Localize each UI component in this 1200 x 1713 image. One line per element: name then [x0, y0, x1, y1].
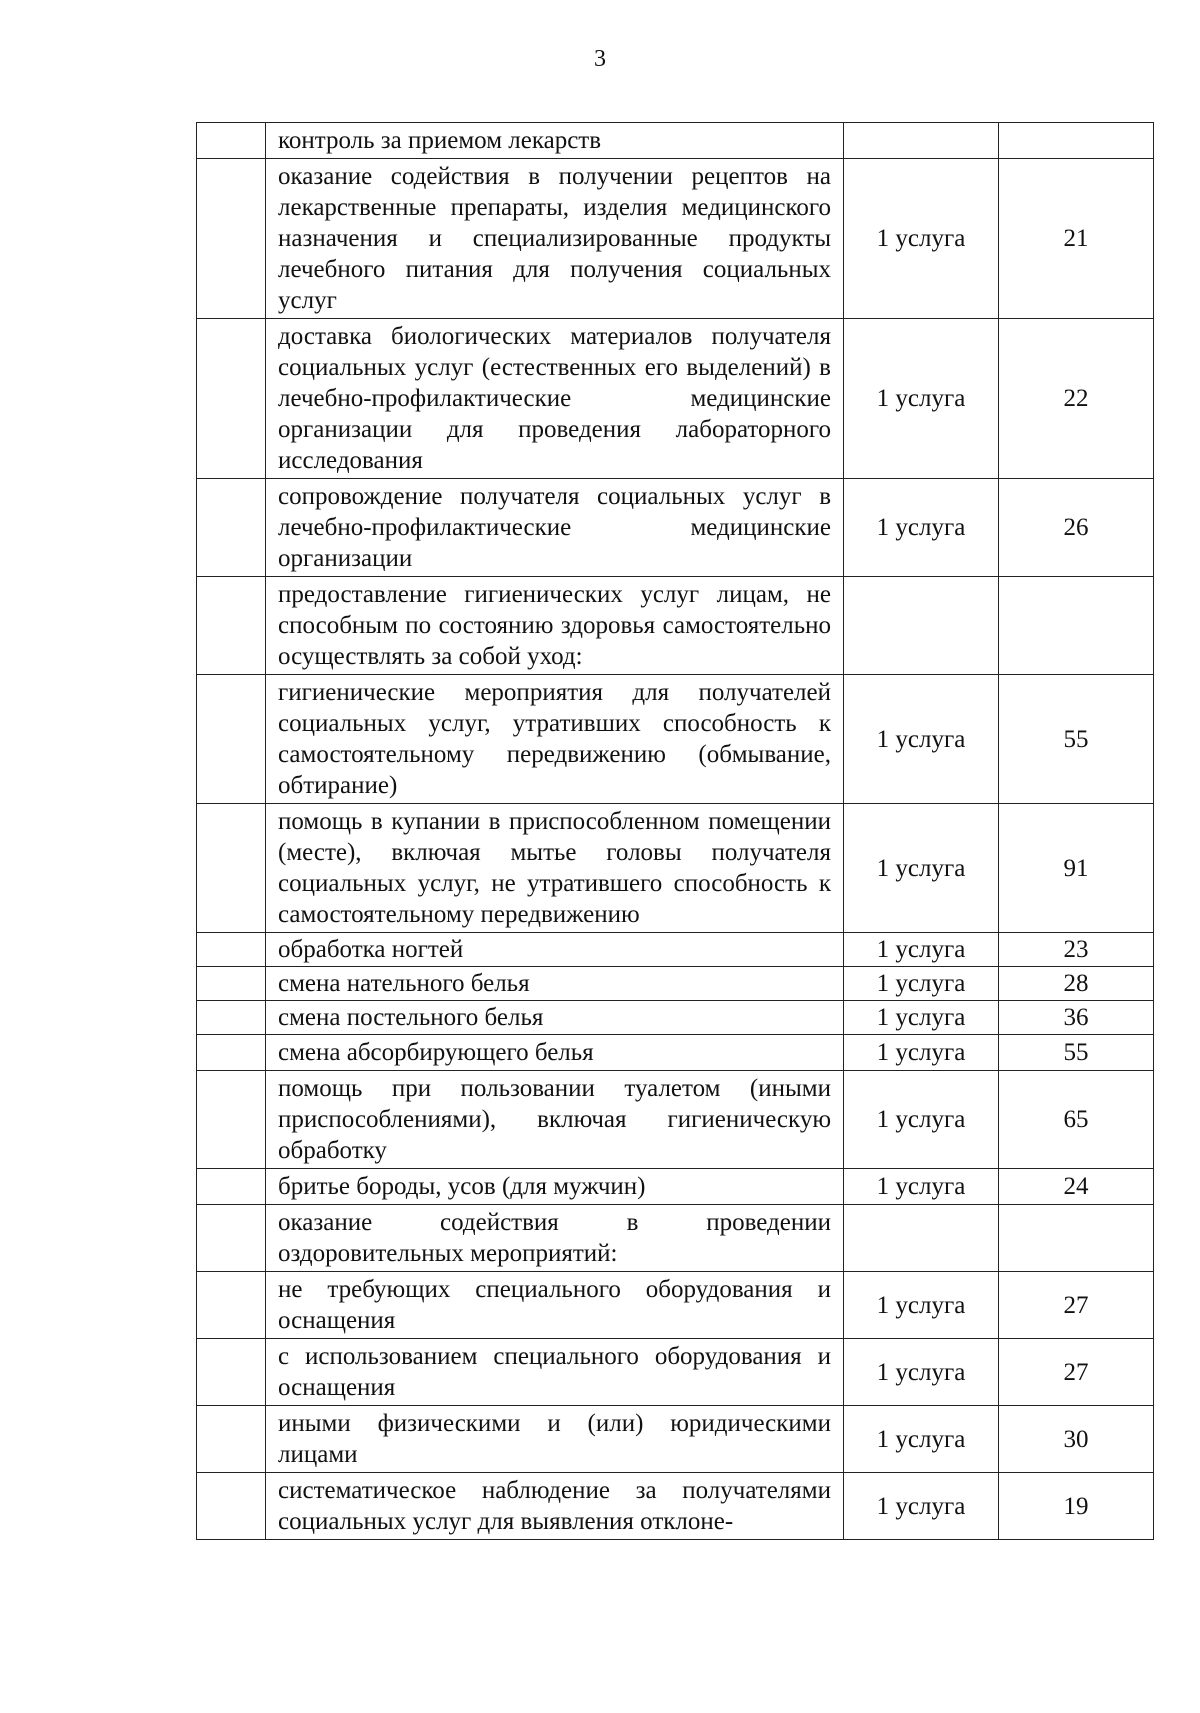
service-unit: 1 услуга: [844, 1169, 999, 1205]
row-number-cell: [197, 675, 266, 804]
row-number-cell: [197, 1169, 266, 1205]
service-name: смена абсорбирующего белья: [266, 1035, 844, 1071]
row-number-cell: [197, 1272, 266, 1339]
row-number-cell: [197, 1473, 266, 1540]
table-row: [197, 577, 1154, 675]
table-row: [197, 1205, 1154, 1272]
service-unit: 1 услуга: [844, 1001, 999, 1035]
service-name: помощь при пользовании туалетом (иными приспособлениями), включая гигиеническую обработку: [266, 1071, 844, 1169]
service-price: 27: [999, 1272, 1154, 1339]
row-number-cell: [197, 479, 266, 577]
table-row: [197, 1035, 1154, 1071]
service-name: предоставление гигиенических услуг лицам, не способным по состоянию здоровья самостоятельно осуществлять за собой уход:: [266, 577, 844, 675]
service-unit: 1 услуга: [844, 1339, 999, 1406]
table-row: [197, 1169, 1154, 1205]
service-price: 55: [999, 675, 1154, 804]
table-row: [197, 1272, 1154, 1339]
service-unit: 1 услуга: [844, 1071, 999, 1169]
service-unit: [844, 577, 999, 675]
service-price: 36: [999, 1001, 1154, 1035]
row-number-cell: [197, 1205, 266, 1272]
service-price: 30: [999, 1406, 1154, 1473]
table-row: [197, 1406, 1154, 1473]
row-number-cell: [197, 804, 266, 933]
table-row: [197, 319, 1154, 479]
service-name: смена нательного белья: [266, 967, 844, 1001]
service-unit: 1 услуга: [844, 1406, 999, 1473]
service-name: с использованием специального оборудования и оснащения: [266, 1339, 844, 1406]
service-name: смена постельного белья: [266, 1001, 844, 1035]
table-row: [197, 479, 1154, 577]
service-name: гигиенические мероприятия для получателей социальных услуг, утративших способность к самостоятельному передвижению (обмывание, обтирание): [266, 675, 844, 804]
service-unit: 1 услуга: [844, 804, 999, 933]
service-name: обработка ногтей: [266, 933, 844, 967]
table-row: [197, 1001, 1154, 1035]
service-name: сопровождение получателя социальных услуг в лечебно-профилактические медицинские организации: [266, 479, 844, 577]
page-number: 3: [594, 46, 606, 72]
service-price: [999, 1205, 1154, 1272]
service-price: 28: [999, 967, 1154, 1001]
service-name: оказание содействия в получении рецептов на лекарственные препараты, изделия медицинского назначения и специализированные продукты лечебного питания для получения социальных услуг: [266, 159, 844, 319]
service-name: систематическое наблюдение за получателями социальных услуг для выявления отклоне-: [266, 1473, 844, 1540]
service-price: 19: [999, 1473, 1154, 1540]
row-number-cell: [197, 319, 266, 479]
service-unit: 1 услуга: [844, 967, 999, 1001]
row-number-cell: [197, 933, 266, 967]
service-unit: 1 услуга: [844, 675, 999, 804]
service-unit: 1 услуга: [844, 1473, 999, 1540]
service-price: [999, 577, 1154, 675]
service-unit: 1 услуга: [844, 933, 999, 967]
service-unit: [844, 123, 999, 159]
service-name: оказание содействия в проведении оздоровительных мероприятий:: [266, 1205, 844, 1272]
service-price: 55: [999, 1035, 1154, 1071]
service-name: помощь в купании в приспособленном помещении (месте), включая мытье головы получателя социальных услуг, не утратившего способность к самостоятельному передвижению: [266, 804, 844, 933]
row-number-cell: [197, 1339, 266, 1406]
service-unit: 1 услуга: [844, 479, 999, 577]
table-row: [197, 933, 1154, 967]
table-row: [197, 967, 1154, 1001]
table-row: [197, 1071, 1154, 1169]
services-table: [196, 122, 1154, 1540]
service-unit: 1 услуга: [844, 159, 999, 319]
row-number-cell: [197, 1001, 266, 1035]
table-row: [197, 123, 1154, 159]
table-row: [197, 1473, 1154, 1540]
service-price: 23: [999, 933, 1154, 967]
service-price: 26: [999, 479, 1154, 577]
row-number-cell: [197, 577, 266, 675]
row-number-cell: [197, 967, 266, 1001]
service-name: иными физическими и (или) юридическими лицами: [266, 1406, 844, 1473]
service-price: [999, 123, 1154, 159]
service-name: доставка биологических материалов получателя социальных услуг (естественных его выделений) в лечебно-профилактические медицинские организации для проведения лабораторного исследования: [266, 319, 844, 479]
service-unit: [844, 1205, 999, 1272]
service-price: 22: [999, 319, 1154, 479]
table-row: [197, 804, 1154, 933]
row-number-cell: [197, 123, 266, 159]
row-number-cell: [197, 1406, 266, 1473]
service-price: 65: [999, 1071, 1154, 1169]
row-number-cell: [197, 1035, 266, 1071]
service-unit: 1 услуга: [844, 1035, 999, 1071]
row-number-cell: [197, 1071, 266, 1169]
service-unit: 1 услуга: [844, 1272, 999, 1339]
table-row: [197, 675, 1154, 804]
table-row: [197, 159, 1154, 319]
service-name: контроль за приемом лекарств: [266, 123, 844, 159]
service-price: 91: [999, 804, 1154, 933]
service-unit: 1 услуга: [844, 319, 999, 479]
service-price: 21: [999, 159, 1154, 319]
row-number-cell: [197, 159, 266, 319]
service-price: 24: [999, 1169, 1154, 1205]
table-row: [197, 1339, 1154, 1406]
service-name: не требующих специального оборудования и оснащения: [266, 1272, 844, 1339]
service-name: бритье бороды, усов (для мужчин): [266, 1169, 844, 1205]
service-price: 27: [999, 1339, 1154, 1406]
